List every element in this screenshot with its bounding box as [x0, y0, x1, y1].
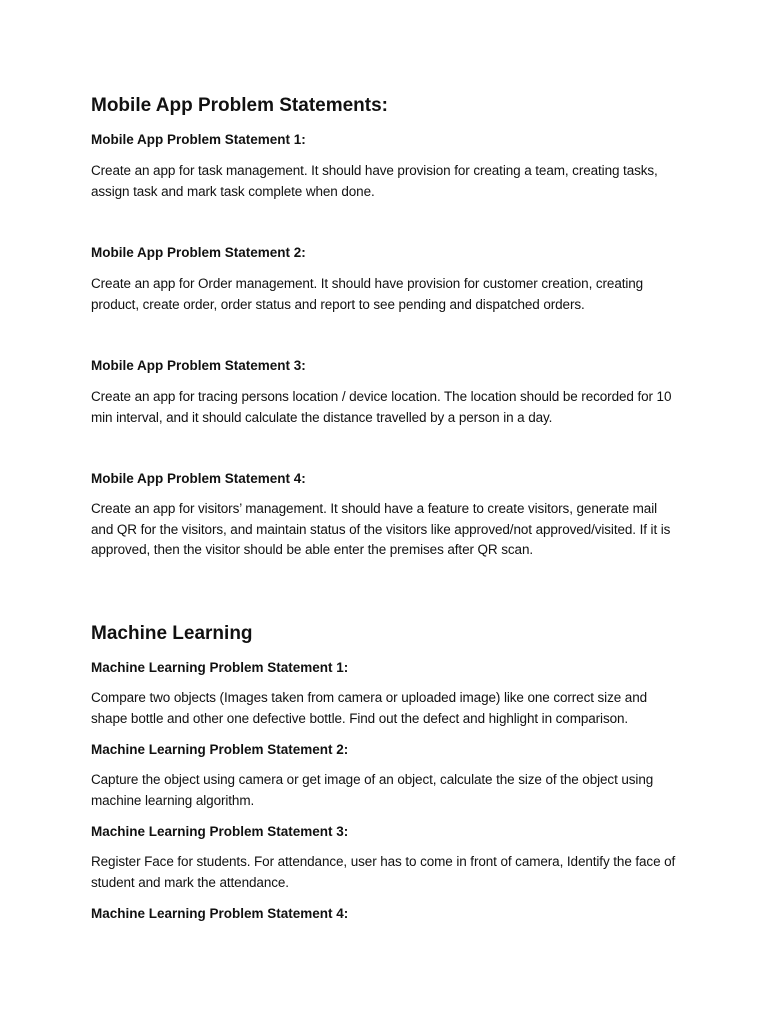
- mobile-statement-3-body: Create an app for tracing persons location / device location. The location should be recorded for 10 min interval, and it should calculate the distance travelled by a person in a day.: [91, 389, 672, 425]
- ml-statement-3-body: Register Face for students. For attendance, user has to come in front of camera, Identify the face of student and mark the attendance.: [91, 854, 676, 890]
- ml-section-heading: Machine Learning: [91, 623, 253, 644]
- mobile-statement-4-title: Mobile App Problem Statement 4:: [91, 471, 306, 486]
- ml-statement-1-body: Compare two objects (Images taken from camera or uploaded image) like one correct size and shape bottle and other one defective bottle. Find out the defect and highlight in comparison.: [91, 690, 648, 726]
- mobile-section-heading: Mobile App Problem Statements:: [91, 95, 388, 116]
- ml-statement-2-title: Machine Learning Problem Statement 2:: [91, 742, 349, 757]
- ml-statement-4-title: Machine Learning Problem Statement 4:: [91, 906, 349, 921]
- mobile-statement-2-body: Create an app for Order management. It should have provision for customer creation, creating product, create order, order status and report to see pending and dispatched orders.: [91, 276, 644, 312]
- mobile-statement-1-title: Mobile App Problem Statement 1:: [91, 132, 306, 147]
- mobile-statement-4-body: Create an app for visitors’ management. It should have a feature to create visitors, generate mail and QR for the visitors, and maintain status of the visitors like approved/not approved/visited. If it is approved, then the visitor should be able enter the premises after QR scan.: [91, 501, 671, 557]
- ml-statement-2-body: Capture the object using camera or get image of an object, calculate the size of the object using machine learning algorithm.: [91, 772, 654, 808]
- ml-statement-3-title: Machine Learning Problem Statement 3:: [91, 824, 349, 839]
- mobile-statement-3-title: Mobile App Problem Statement 3:: [91, 358, 306, 373]
- ml-statement-1-title: Machine Learning Problem Statement 1:: [91, 660, 349, 675]
- mobile-statement-1-body: Create an app for task management. It should have provision for creating a team, creating tasks, assign task and mark task complete when done.: [91, 163, 658, 199]
- mobile-statement-2-title: Mobile App Problem Statement 2:: [91, 245, 306, 260]
